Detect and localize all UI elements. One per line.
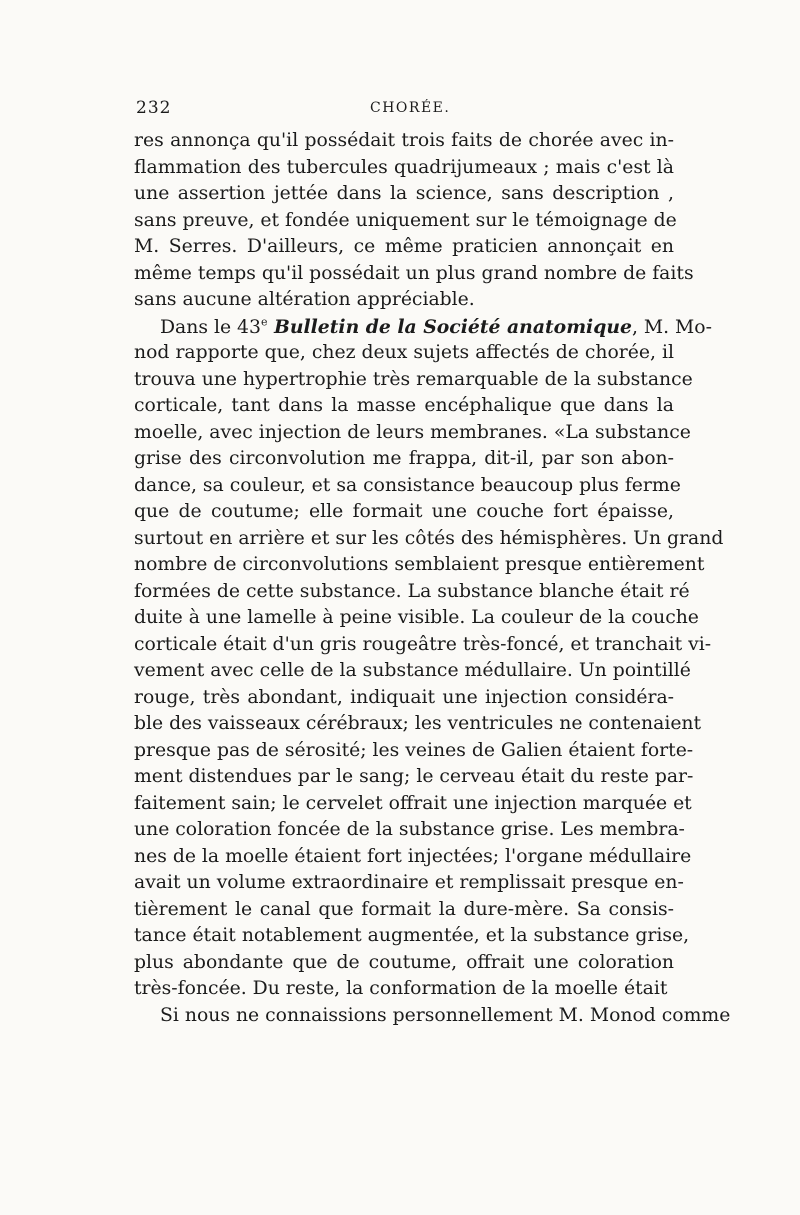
text-line: trouva une hypertrophie très remarquable de la substance [134,368,693,390]
text-line: une coloration foncée de la substance grise. Les membra- [134,819,685,840]
text-line-first [134,314,712,341]
text-line: flammation des tubercules quadrijumeaux ; mais c'est là [134,156,674,178]
text-line: res annonça qu'il possédait trois faits de chorée avec in- [134,130,674,151]
text-line: sans aucune altération appréciable. [134,289,475,310]
paragraph-3 [134,1003,731,1030]
text-line: M. Serres. D'ailleurs, ce même praticien annonçait en [134,236,674,257]
text-line: plus abondante que de coutume, offrait une coloration [134,951,674,973]
text-line: même temps qu'il possédait un plus grand nombre de faits [134,262,694,284]
text-line: dance, sa couleur, et sa consistance beaucoup plus ferme [134,474,681,496]
text-line: une assertion jettée dans la science, sans description , [134,183,674,204]
text-fragment: , M. Mo- [631,316,712,338]
text-line: que de coutume; elle formait une couche fort épaisse, [134,501,674,522]
text-line: très-foncée. Du reste, la conformation de la moelle était [134,978,668,999]
page-number: 232 [136,98,172,118]
text-line: avait un volume extraordinaire et remplissait presque en- [134,872,684,893]
text-line: sans preuve, et fondée uniquement sur le témoignage de [134,209,677,231]
text-line: vement avec celle de la substance médullaire. Un pointillé [134,660,691,681]
text-line: nod rapporte que, chez deux sujets affectés de chorée, il [134,342,674,363]
text-line: moelle, avec injection de leurs membranes. «La substance [134,421,691,443]
text-line: nombre de circonvolutions semblaient presque entièrement [134,554,705,575]
paragraph-1 [134,128,694,314]
running-head: CHORÉE. [370,100,451,116]
page-header [136,98,670,122]
text-fragment: Dans le 43 [160,316,261,338]
text-line: presque pas de sérosité; les veines de Galien étaient forte- [134,739,694,761]
text-line: duite à une lamelle à peine visible. La couleur de la couche [134,607,699,628]
text-line: tance était notablement augmentée, et la substance grise, [134,925,690,946]
text-line: nes de la moelle étaient fort injectées; l'organe médullaire [134,845,692,867]
text-line: corticale, tant dans la masse encéphalique que dans la [134,395,674,416]
text-line: faitement sain; le cervelet offrait une injection marquée et [134,792,692,814]
text-line: grise des circonvolution me frappa, dit-il, par son abon- [134,448,674,469]
superscript: e [260,315,268,329]
text-line: rouge, très abondant, indiquait une injection considéra- [134,686,674,708]
italic-title: Bulletin de la Société anatomique [267,315,632,338]
text-line: formées de cette substance. La substance blanche était ré [134,580,690,602]
text-line: surtout en arrière et sur les côtés des hémisphères. Un grand [134,527,724,549]
text-line: ment distendues par le sang; le cerveau était du reste par- [134,766,694,787]
text-line: corticale était d'un gris rougeâtre très-foncé, et tranchait vi- [134,633,712,655]
text-line: Si nous ne connaissions personnellement M. Monod comme [160,1004,731,1026]
text-body [134,128,731,1029]
text-line: ble des vaisseaux cérébraux; les ventricules ne contenaient [134,713,702,734]
text-line: tièrement le canal que formait la dure-mère. Sa consis- [134,898,674,920]
paragraph-2 [134,314,724,1003]
